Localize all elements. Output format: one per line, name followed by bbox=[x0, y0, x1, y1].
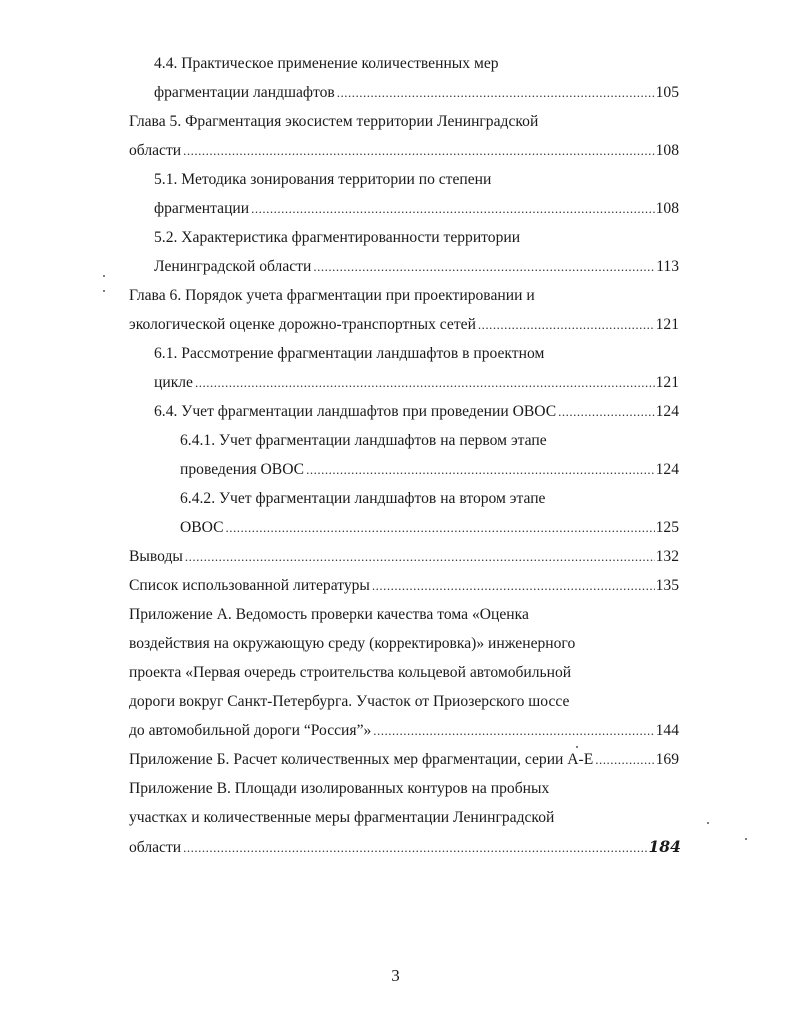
toc-entry-text: 6.1. Рассмотрение фрагментации ландшафтов в проектном bbox=[154, 345, 545, 362]
toc-entry-text: Глава 5. Фрагментация экосистем территории Ленинградской bbox=[129, 113, 539, 130]
toc-page-number: 124 bbox=[655, 461, 679, 478]
toc-page-number-handwritten: 184 bbox=[648, 837, 681, 856]
dot-leader bbox=[251, 196, 655, 222]
toc-page-number: 135 bbox=[655, 577, 679, 594]
toc-entry-text: 6.4. Учет фрагментации ландшафтов при проведении ОВОС bbox=[154, 403, 557, 420]
toc-line bbox=[129, 544, 679, 570]
toc-entry-text: Выводы bbox=[129, 548, 183, 565]
toc-entry-text: 6.4.2. Учет фрагментации ландшафтов на втором этапе bbox=[180, 490, 546, 507]
toc-page-number: 121 bbox=[655, 316, 679, 333]
toc-line bbox=[180, 486, 545, 512]
toc-line bbox=[129, 834, 681, 860]
toc-page-number: 125 bbox=[655, 519, 679, 536]
toc-line bbox=[154, 254, 679, 280]
dot-leader bbox=[226, 515, 655, 541]
dot-leader bbox=[185, 544, 655, 570]
toc-line bbox=[154, 341, 544, 367]
toc-entry-text: Приложение В. Площади изолированных контуров на пробных bbox=[129, 780, 550, 797]
toc-page-number: 108 bbox=[655, 142, 679, 159]
dot-leader bbox=[183, 138, 654, 164]
toc-line bbox=[154, 399, 679, 425]
toc-page-number: 144 bbox=[655, 722, 679, 739]
toc-line bbox=[129, 718, 679, 744]
dot-leader bbox=[306, 457, 655, 483]
toc-entry-text: проведения ОВОС bbox=[180, 461, 305, 478]
toc-entry-text: цикле bbox=[154, 374, 193, 391]
toc-entry-text: ОВОС bbox=[180, 519, 224, 536]
toc-entry-text: Приложение А. Ведомость проверки качества тома «Оценка bbox=[129, 606, 529, 623]
dot-leader bbox=[558, 399, 654, 425]
toc-line bbox=[129, 312, 679, 338]
toc-entry-text: Глава 6. Порядок учета фрагментации при проектировании и bbox=[129, 287, 535, 304]
toc-entry-text: фрагментации ландшафтов bbox=[154, 84, 335, 101]
toc-entry-text: области bbox=[129, 142, 182, 159]
toc-line bbox=[129, 138, 679, 164]
toc-entry-text: 5.1. Методика зонирования территории по степени bbox=[154, 171, 492, 188]
dot-leader bbox=[478, 312, 655, 338]
dot-leader bbox=[313, 254, 655, 280]
toc-line bbox=[129, 776, 549, 802]
toc-line bbox=[129, 631, 575, 657]
dot-leader bbox=[373, 718, 654, 744]
toc-page-number: 105 bbox=[655, 84, 679, 101]
toc-line bbox=[129, 747, 679, 773]
toc-entry-text: Ленинградской области bbox=[154, 258, 312, 275]
scan-speck bbox=[745, 838, 747, 840]
toc-line bbox=[129, 109, 538, 135]
toc-entry-text: проекта «Первая очередь строительства кольцевой автомобильной bbox=[129, 664, 572, 681]
toc-entry-text: воздействия на окружающую среду (корректировка)» инженерного bbox=[129, 635, 576, 652]
toc-line bbox=[129, 660, 571, 686]
toc-entry-text: дороги вокруг Санкт-Петербурга. Участок от Приозерского шоссе bbox=[129, 693, 570, 710]
toc-line bbox=[180, 457, 679, 483]
toc-page-number: 124 bbox=[655, 403, 679, 420]
toc-line bbox=[180, 515, 679, 541]
toc-entry-text: до автомобильной дороги “Россия”» bbox=[129, 722, 372, 739]
toc-line bbox=[129, 283, 535, 309]
scan-speck bbox=[103, 275, 105, 277]
toc-entry-text: экологической оценке дорожно-транспортных сетей bbox=[129, 316, 476, 333]
toc-line bbox=[180, 428, 547, 454]
toc-line bbox=[154, 225, 520, 251]
toc-entry-text: 5.2. Характеристика фрагментированности территории bbox=[154, 229, 521, 246]
toc-entry-text: области bbox=[129, 839, 182, 856]
toc-entry-text: участках и количественные меры фрагментации Ленинградской bbox=[129, 809, 555, 826]
scan-speck bbox=[103, 290, 105, 292]
toc-line bbox=[154, 167, 491, 193]
toc-line bbox=[129, 602, 529, 628]
toc-line bbox=[129, 689, 569, 715]
toc-page-number: 169 bbox=[655, 751, 679, 768]
toc-line bbox=[154, 370, 679, 396]
toc-entry-text: фрагментации bbox=[154, 200, 250, 217]
toc-page-number: 121 bbox=[655, 374, 679, 391]
toc-line bbox=[129, 805, 554, 831]
dot-leader bbox=[595, 747, 654, 773]
toc-page-number: 132 bbox=[655, 548, 679, 565]
toc-entry-text: 6.4.1. Учет фрагментации ландшафтов на первом этапе bbox=[180, 432, 547, 449]
toc-entry-text: Список использованной литературы bbox=[129, 577, 370, 594]
dot-leader bbox=[372, 573, 655, 599]
toc-line bbox=[129, 573, 679, 599]
scan-speck bbox=[576, 746, 578, 748]
toc-page-number: 108 bbox=[655, 200, 679, 217]
toc-line bbox=[154, 80, 679, 106]
page-number: 3 bbox=[391, 966, 400, 985]
toc-line bbox=[154, 51, 499, 77]
toc-entry-text: Приложение Б. Расчет количественных мер фрагментации, серии А-Е bbox=[129, 751, 594, 768]
scan-speck bbox=[707, 822, 709, 824]
toc-line bbox=[154, 196, 679, 222]
dot-leader bbox=[195, 370, 655, 396]
dot-leader bbox=[337, 80, 655, 106]
dot-leader bbox=[183, 835, 647, 861]
toc-page-number: 113 bbox=[656, 258, 679, 275]
toc-entry-text: 4.4. Практическое применение количественных мер bbox=[154, 55, 499, 72]
